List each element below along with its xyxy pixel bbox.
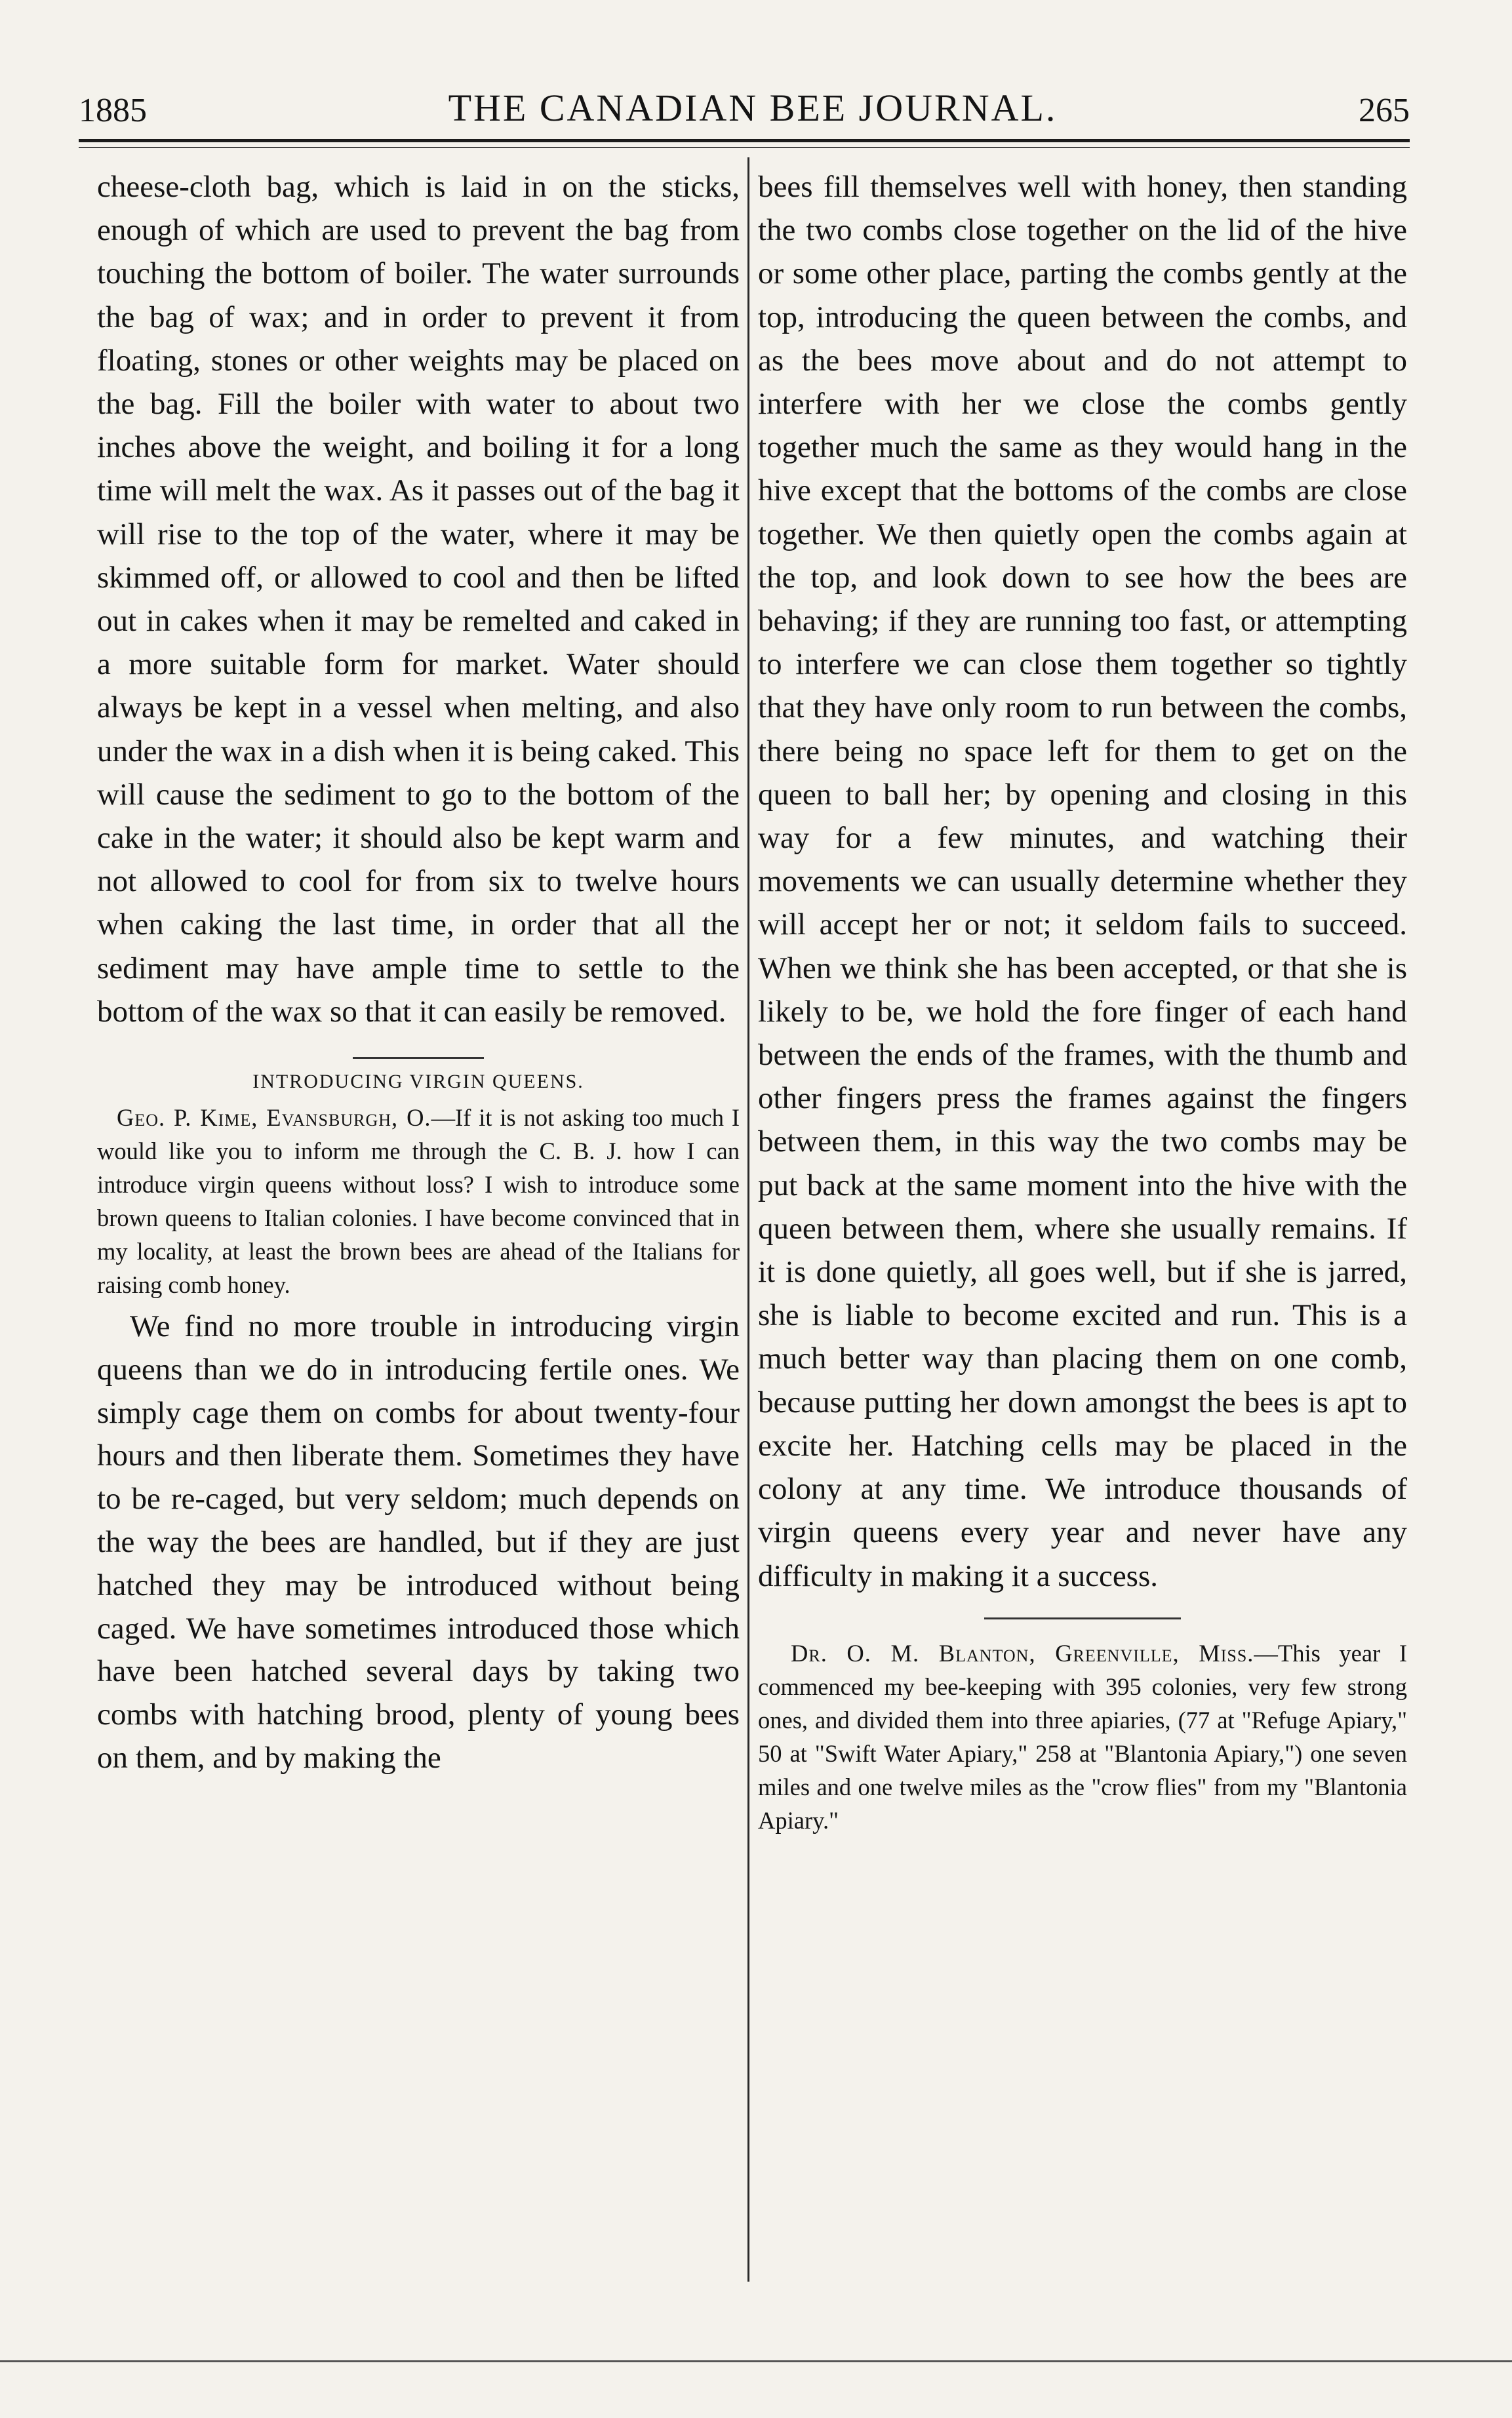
header-rule: [79, 139, 1410, 142]
page-bottom-edge: [0, 2360, 1512, 2362]
wax-melting-text: cheese-cloth bag, which is laid in on the sticks, enough of which are used to prevent the bag from touching the bottom of boiler. The water surrounds the bag of wax; and in order to prevent it from floating, stones or other weights may be placed on the bag. Fill the boiler with water to about two inches above the weight, and boiling it for a long time will melt the wax. As it passes out of the bag it will rise to the top of the water, where it may be skimmed off, or allowed to cool and then be lifted out in cakes when it may be remelted and caked in a more suitable form for market. Water should always be kept in a vessel when melting, and also under the wax in a dish when it is being caked. This will cause the sediment to go to the bottom of the cake in the water; it should also be kept warm and not allowed to cool for from six to twelve hours when caking the last time, in order that all the sediment may have ample time to settle to the bottom of the wax so that it can easily be removed.: [97, 170, 740, 1029]
letter-text: —If it is not asking too much I would like you to inform me through the C. B. J. how I can introduce virgin queens without loss? I wish to introduce some brown queens to Italian colonies. I have become convinced that in my locality, at least the brown bees are ahead of the Italians for raising comb honey.: [97, 1104, 740, 1299]
section-separator: [353, 1057, 484, 1059]
header-rule-thin: [79, 147, 1410, 148]
header-year: 1885: [79, 92, 147, 129]
letter2-text: —This year I commenced my bee-keeping with 395 colonies, very few strong ones, and divided them into three apiaries, (77 at "Refuge Apiary," 50 at "Swift Water Apiary," 258 at "Blantonia Apiary,") one seven miles and one twelve miles as the "crow flies" from my "Blantonia Apiary.": [758, 1639, 1407, 1834]
reply-text: We find no more trouble in introducing virgin queens than we do in introducing fertile ones. We simply cage them on combs for about twenty-four hours and then liberate them. Sometimes they have to be re-caged, but very seldom; much depends on the way the bees are handled, but if they are just hatched they may be introduced without being caged. We have sometimes introduced those which have been hatched several days by taking two combs with hatching brood, plenty of young bees on them, and by making the: [97, 1309, 740, 1775]
reader-letter: [97, 1101, 740, 1301]
reply-continued-text: bees fill themselves well with honey, then standing the two combs close together on the lid of the hive or some other place, parting the combs gently at the top, introducing the queen between the combs, and as the bees move about and do not attempt to interfere with her we close the combs gently together much the same as they would hang in the hive except that the bottoms of the combs are close together. We then quietly open the combs again at the top, and look down to see how the bees are behaving; if they are running too fast, or attempting to interfere we can close them together so tightly that they have only room to run between the combs, there being no space left for them to get on the queen to ball her; by opening and closing in this way for a few minutes, and watching their movements we can usually determine whether they will accept her or not; it seldom fails to succeed. When we think she has been accepted, or that she is likely to be, we hold the fore finger of each hand between the ends of the frames, with the thumb and other fingers press the frames against the fingers between them, in this way the two combs may be put back at the same moment into the hive with the queen between them, where she usually remains. If it is done quietly, all goes well, but if she is jarred, she is liable to become excited and run. This is a much better way than placing them on one comb, because putting her down amongst the bees is apt to excite her. Hatching cells may be placed in the colony at any time. We introduce thousands of virgin queens every year and never have any difficulty in making it a success.: [758, 170, 1407, 1593]
letter-author: Geo. P. Kime, Evansburgh, O.: [117, 1104, 431, 1132]
page-header: [79, 77, 1410, 130]
page-number: 265: [1359, 92, 1410, 129]
journal-title: THE CANADIAN BEE JOURNAL.: [448, 87, 1058, 129]
editor-reply: [97, 1305, 740, 1780]
section-heading: INTRODUCING VIRGIN QUEENS.: [252, 1071, 584, 1093]
letter2-author: Dr. O. M. Blanton, Greenville, Miss.: [791, 1639, 1254, 1667]
letter-separator: [984, 1617, 1181, 1619]
left-column: [97, 165, 740, 1780]
column-divider: [747, 157, 749, 2282]
right-column: [758, 165, 1407, 1837]
reader-letter-2: [758, 1636, 1407, 1837]
